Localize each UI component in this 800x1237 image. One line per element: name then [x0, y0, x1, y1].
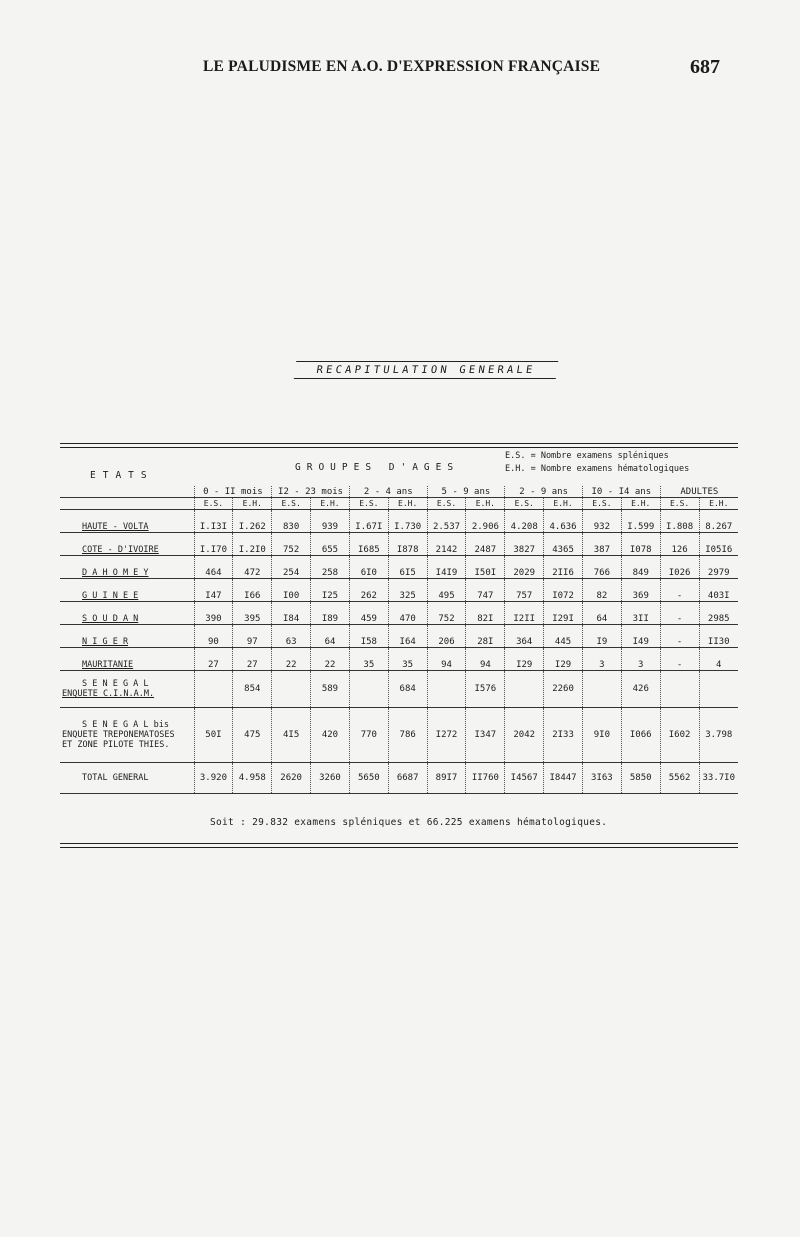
row-name: G U I N E E [60, 579, 194, 602]
cell: I.599 [621, 510, 660, 533]
cell: 4I5 [272, 708, 311, 763]
cell: I.730 [388, 510, 427, 533]
table-row [60, 625, 738, 648]
cell: 2II6 [544, 556, 583, 579]
cell: 3 [582, 648, 621, 671]
row-name: COTE - D'IVOIRE [60, 533, 194, 556]
cell: - [660, 625, 699, 648]
legend-eh: E.H. = Nombre examens hématologiques [505, 464, 690, 474]
cell: I47 [194, 579, 233, 602]
cell: 5850 [621, 763, 660, 794]
cell: 472 [233, 556, 272, 579]
cell: 475 [233, 708, 272, 763]
row-name-line: ENQUETE C.I.N.A.M. [62, 689, 155, 699]
cell: 4 [699, 648, 738, 671]
age-group-0: 0 - II mois [194, 486, 272, 498]
row-name: N I G E R [60, 625, 194, 648]
cell: 3.798 [699, 708, 738, 763]
sub-header: E.S. [505, 498, 544, 510]
cell: 27 [194, 648, 233, 671]
cell [427, 671, 466, 708]
cell: I272 [427, 708, 466, 763]
table-row-senegal-bis [60, 708, 738, 763]
row-name: HAUTE - VOLTA [60, 510, 194, 533]
sub-header: E.S. [194, 498, 233, 510]
cell: 684 [388, 671, 427, 708]
cell: 752 [272, 533, 311, 556]
cell: 258 [311, 556, 350, 579]
table-row [60, 510, 738, 533]
cell: 2979 [699, 556, 738, 579]
cell: I29 [544, 648, 583, 671]
cell: I602 [660, 708, 699, 763]
cell: 426 [621, 671, 660, 708]
cell: II30 [699, 625, 738, 648]
cell: 5650 [349, 763, 388, 794]
recap-table [60, 443, 738, 851]
cell: 3.920 [194, 763, 233, 794]
cell: 35 [388, 648, 427, 671]
cell: I4I9 [427, 556, 466, 579]
cell: 420 [311, 708, 350, 763]
cell: 4.208 [505, 510, 544, 533]
cell: 757 [505, 579, 544, 602]
cell: I2II [505, 602, 544, 625]
sub-header-row [60, 498, 738, 510]
cell: 8.267 [699, 510, 738, 533]
sub-header: E.S. [272, 498, 311, 510]
cell: I.I3I [194, 510, 233, 533]
cell: 325 [388, 579, 427, 602]
cell: 63 [272, 625, 311, 648]
cell: 3260 [311, 763, 350, 794]
cell: 94 [427, 648, 466, 671]
cell: I05I6 [699, 533, 738, 556]
row-name-line: ENQUETE TREPONEMATOSES [62, 730, 175, 740]
cell: 4365 [544, 533, 583, 556]
cell: 126 [660, 533, 699, 556]
cell: 369 [621, 579, 660, 602]
cell: - [660, 648, 699, 671]
cell: 849 [621, 556, 660, 579]
cell: I878 [388, 533, 427, 556]
table-row [60, 602, 738, 625]
running-head: LE PALUDISME EN A.O. D'EXPRESSION FRANÇAISE [203, 58, 601, 75]
data-table [60, 486, 738, 794]
cell: I64 [388, 625, 427, 648]
cell: 459 [349, 602, 388, 625]
cell: I078 [621, 533, 660, 556]
cell: 82I [466, 602, 505, 625]
cell: I576 [466, 671, 505, 708]
cell: I49 [621, 625, 660, 648]
page-number: 687 [690, 56, 720, 78]
table-row [60, 556, 738, 579]
legend [505, 450, 689, 476]
sub-header: E.H. [311, 498, 350, 510]
cell: I.2I0 [233, 533, 272, 556]
cell: 28I [466, 625, 505, 648]
cell [582, 671, 621, 708]
cell: 6687 [388, 763, 427, 794]
cell: 2042 [505, 708, 544, 763]
cell: I29 [505, 648, 544, 671]
cell: 2487 [466, 533, 505, 556]
cell: 445 [544, 625, 583, 648]
cell: 254 [272, 556, 311, 579]
recap-title: RECAPITULATION GENERALE [294, 361, 559, 379]
cell: I50I [466, 556, 505, 579]
cell: 770 [349, 708, 388, 763]
row-name-line: S E N E G A L [82, 679, 149, 689]
cell: 2985 [699, 602, 738, 625]
cell: 89I7 [427, 763, 466, 794]
cell: II760 [466, 763, 505, 794]
cell: 3 [621, 648, 660, 671]
cell: 4.958 [233, 763, 272, 794]
cell: I347 [466, 708, 505, 763]
cell [699, 671, 738, 708]
cell: 6I0 [349, 556, 388, 579]
row-name [60, 671, 194, 708]
cell: 3827 [505, 533, 544, 556]
sub-header: E.S. [349, 498, 388, 510]
cell: 90 [194, 625, 233, 648]
cell: 939 [311, 510, 350, 533]
cell [272, 671, 311, 708]
sub-header: E.S. [660, 498, 699, 510]
cell: 33.7I0 [699, 763, 738, 794]
table-row [60, 648, 738, 671]
cell: 2260 [544, 671, 583, 708]
cell: 387 [582, 533, 621, 556]
legend-es: E.S. = Nombre examens spléniques [505, 451, 669, 461]
sub-header: E.S. [582, 498, 621, 510]
cell: 35 [349, 648, 388, 671]
cell: 786 [388, 708, 427, 763]
row-name [60, 708, 194, 763]
cell: 2620 [272, 763, 311, 794]
cell: I.67I [349, 510, 388, 533]
cell [194, 671, 233, 708]
age-group-4: 2 - 9 ans [505, 486, 583, 498]
cell: 854 [233, 671, 272, 708]
table-top-rule [60, 443, 738, 448]
cell [660, 671, 699, 708]
groups-header: GROUPES D'AGES [295, 462, 460, 473]
cell: 2.906 [466, 510, 505, 533]
cell: I.262 [233, 510, 272, 533]
row-name: S O U D A N [60, 602, 194, 625]
cell: 64 [582, 602, 621, 625]
cell: I89 [311, 602, 350, 625]
sub-header-spacer [60, 498, 194, 510]
cell: I9 [582, 625, 621, 648]
cell: 364 [505, 625, 544, 648]
cell: 262 [349, 579, 388, 602]
cell: 3I63 [582, 763, 621, 794]
cell: 766 [582, 556, 621, 579]
cell: I29I [544, 602, 583, 625]
cell: 6I5 [388, 556, 427, 579]
cell: 50I [194, 708, 233, 763]
row-name: MAURITANIE [60, 648, 194, 671]
cell: 206 [427, 625, 466, 648]
cell: 4.636 [544, 510, 583, 533]
cell: 5562 [660, 763, 699, 794]
cell: 2.537 [427, 510, 466, 533]
cell: 2142 [427, 533, 466, 556]
cell: I84 [272, 602, 311, 625]
sub-header: E.H. [699, 498, 738, 510]
table-row [60, 579, 738, 602]
cell: I685 [349, 533, 388, 556]
cell [505, 671, 544, 708]
cell: 655 [311, 533, 350, 556]
row-name: D A H O M E Y [60, 556, 194, 579]
cell: 747 [466, 579, 505, 602]
cell: 22 [311, 648, 350, 671]
sub-header: E.H. [388, 498, 427, 510]
cell: I8447 [544, 763, 583, 794]
row-name: TOTAL GENERAL [60, 763, 194, 794]
cell: I58 [349, 625, 388, 648]
cell: I25 [311, 579, 350, 602]
states-header: ETATS [90, 470, 154, 481]
age-group-spacer [60, 486, 194, 498]
age-group-2: 2 - 4 ans [349, 486, 427, 498]
table-row [60, 533, 738, 556]
cell: I066 [621, 708, 660, 763]
cell: 97 [233, 625, 272, 648]
cell: 932 [582, 510, 621, 533]
cell: I026 [660, 556, 699, 579]
cell: 94 [466, 648, 505, 671]
cell: 495 [427, 579, 466, 602]
cell: 403I [699, 579, 738, 602]
age-group-3: 5 - 9 ans [427, 486, 505, 498]
cell [349, 671, 388, 708]
cell: I4567 [505, 763, 544, 794]
cell: 830 [272, 510, 311, 533]
sub-header: E.S. [427, 498, 466, 510]
cell: - [660, 579, 699, 602]
summary-line: Soit : 29.832 examens spléniques et 66.225 examens hématologiques. [210, 817, 608, 828]
cell: I072 [544, 579, 583, 602]
age-group-6: ADULTES [660, 486, 738, 498]
cell: 82 [582, 579, 621, 602]
cell: I.I70 [194, 533, 233, 556]
table-row-total [60, 763, 738, 794]
cell: 2029 [505, 556, 544, 579]
row-name-line: ET ZONE PILOTE THIES. [62, 740, 170, 750]
cell: 752 [427, 602, 466, 625]
age-group-5: I0 - I4 ans [582, 486, 660, 498]
sub-header: E.H. [233, 498, 272, 510]
cell: 395 [233, 602, 272, 625]
cell: - [660, 602, 699, 625]
sub-header: E.H. [544, 498, 583, 510]
cell: 27 [233, 648, 272, 671]
sub-header: E.H. [621, 498, 660, 510]
sub-header: E.H. [466, 498, 505, 510]
cell: 464 [194, 556, 233, 579]
cell: 470 [388, 602, 427, 625]
cell: 64 [311, 625, 350, 648]
age-group-1: I2 - 23 mois [272, 486, 350, 498]
cell: 9I0 [582, 708, 621, 763]
table-row-senegal [60, 671, 738, 708]
row-name-line: S E N E G A L bis [82, 720, 169, 730]
cell: 589 [311, 671, 350, 708]
cell: I00 [272, 579, 311, 602]
cell: 3II [621, 602, 660, 625]
state-rows [60, 510, 738, 671]
age-group-row [60, 486, 738, 498]
cell: 390 [194, 602, 233, 625]
cell: I.808 [660, 510, 699, 533]
cell: 22 [272, 648, 311, 671]
cell: I66 [233, 579, 272, 602]
table-bottom-rule [60, 843, 738, 848]
cell: 2I33 [544, 708, 583, 763]
